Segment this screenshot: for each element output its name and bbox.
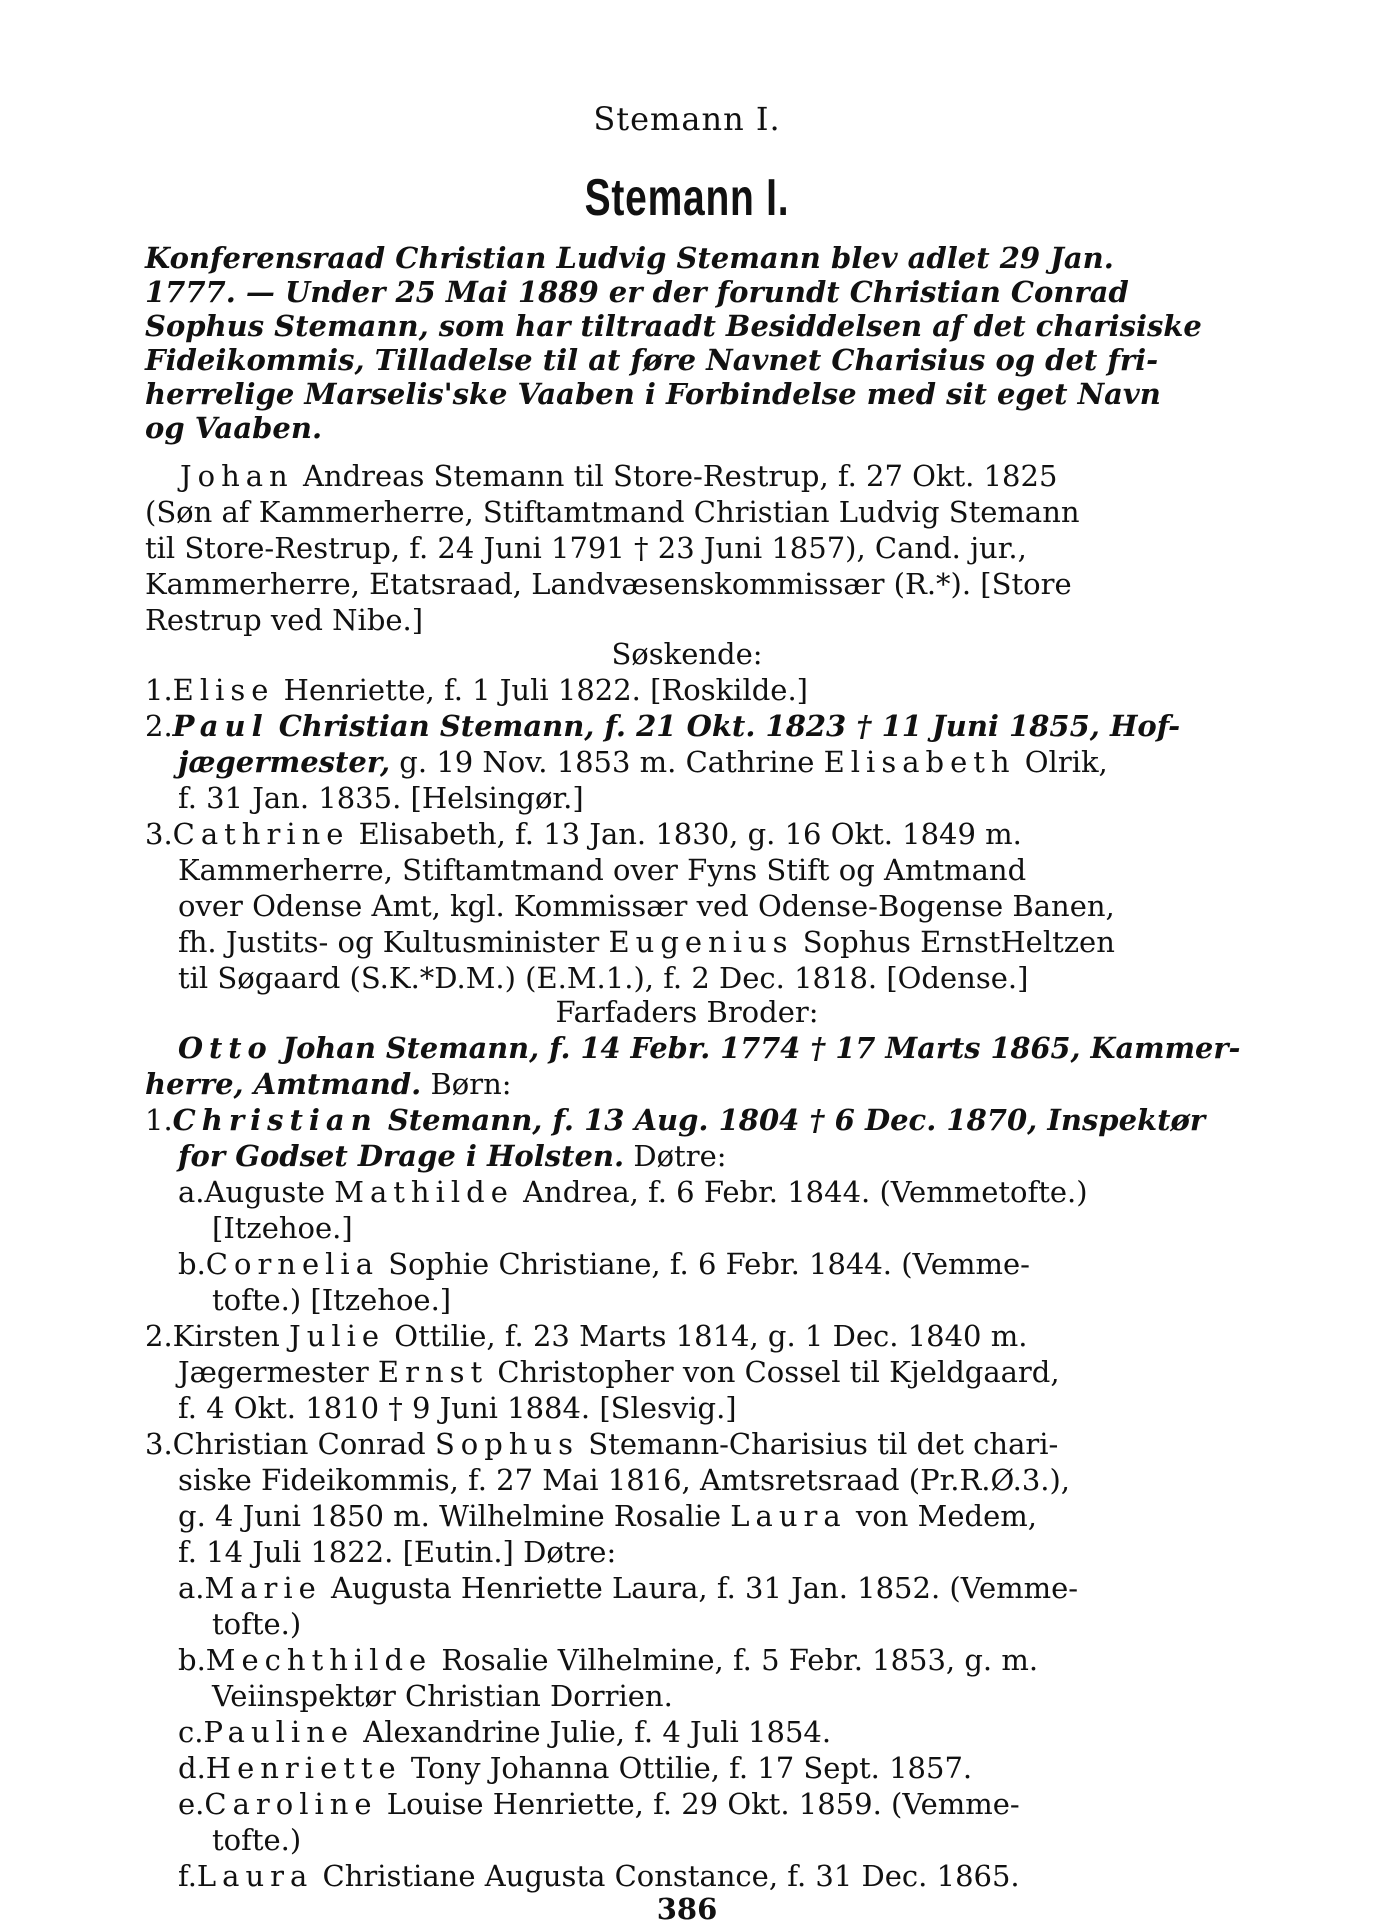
child-line: tofte.) [Itzehoe.] [212, 1283, 452, 1317]
intro-line: herrelige Marselis'ske Vaaben i Forbindelse med sit eget Navn [145, 377, 1161, 411]
intro-line: Sophus Stemann, som har tiltraadt Besiddelsen af det charisiske [145, 309, 1202, 343]
child-line: 3.Christian Conrad Sophus Stemann-Charisius til det chari- [145, 1427, 1059, 1461]
sibling-line: 3.Cathrine Elisabeth, f. 13 Jan. 1830, g. 16 Okt. 1849 m. [145, 817, 1022, 851]
child-line: siske Fideikommis, f. 27 Mai 1816, Amtsretsraad (Pr.R.Ø.3.), [178, 1463, 1071, 1497]
child-line: e.Caroline Louise Henriette, f. 29 Okt. 1859. (Vemme- [178, 1787, 1020, 1821]
child-line: b.Mechthilde Rosalie Vilhelmine, f. 5 Febr. 1853, g. m. [178, 1643, 1039, 1677]
running-head: Stemann I. [593, 100, 781, 138]
sibling-line: fh. Justits- og Kultusminister Eugenius Sophus ErnstHeltzen [178, 925, 1115, 959]
main-entry-line: Johan Andreas Stemann til Store-Restrup, f. 27 Okt. 1825 [180, 459, 1058, 493]
child-line: Jægermester Ernst Christopher von Cossel til Kjeldgaard, [178, 1355, 1060, 1389]
main-entry-line: Restrup ved Nibe.] [145, 603, 424, 637]
sibling-line: over Odense Amt, kgl. Kommissær ved Odense-Bogense Banen, [178, 889, 1115, 923]
child-line: a.Marie Augusta Henriette Laura, f. 31 Jan. 1852. (Vemme- [178, 1571, 1079, 1605]
child-line: d.Henriette Tony Johanna Ottilie, f. 17 Sept. 1857. [178, 1751, 973, 1785]
child-line: b.Cornelia Sophie Christiane, f. 6 Febr. 1844. (Vemme- [178, 1247, 1030, 1281]
uncle-line: herre, Amtmand. Børn: [145, 1067, 512, 1101]
section-heading: Farfaders Broder: [555, 995, 819, 1029]
sibling-line: Kammerherre, Stiftamtmand over Fyns Stift og Amtmand [178, 853, 1027, 887]
uncle-line: Otto Johan Stemann, f. 14 Febr. 1774 † 17 Marts 1865, Kammer- [178, 1031, 1241, 1065]
child-line: 1.Christian Stemann, f. 13 Aug. 1804 † 6 Dec. 1870, Inspektør [145, 1103, 1206, 1137]
child-line: for Godset Drage i Holsten. Døtre: [178, 1139, 727, 1173]
child-line: 2.Kirsten Julie Ottilie, f. 23 Marts 1814, g. 1 Dec. 1840 m. [145, 1319, 1028, 1353]
child-line: f. 14 Juli 1822. [Eutin.] Døtre: [178, 1535, 617, 1569]
intro-line: og Vaaben. [145, 411, 323, 445]
child-line: tofte.) [212, 1607, 302, 1641]
sibling-line: til Søgaard (S.K.*D.M.) (E.M.1.), f. 2 Dec. 1818. [Odense.] [178, 961, 1029, 995]
main-entry-line: Kammerherre, Etatsraad, Landvæsenskommissær (R.*). [Store [145, 567, 1072, 601]
page-title: Stemann I. [584, 169, 790, 227]
child-line: f. 4 Okt. 1810 † 9 Juni 1884. [Slesvig.] [178, 1391, 737, 1425]
page-number: 386 [656, 1892, 718, 1926]
child-line: g. 4 Juni 1850 m. Wilhelmine Rosalie Laura von Medem, [178, 1499, 1037, 1533]
sibling-line: 2.Paul Christian Stemann, f. 21 Okt. 1823 † 11 Juni 1855, Hof- [145, 709, 1181, 743]
child-line: a.Auguste Mathilde Andrea, f. 6 Febr. 1844. (Vemmetofte.) [178, 1175, 1088, 1209]
intro-line: Fideikommis, Tilladelse til at føre Navnet Charisius og det fri- [145, 343, 1159, 377]
child-line: tofte.) [212, 1823, 302, 1857]
child-line: Veiinspektør Christian Dorrien. [212, 1679, 673, 1713]
sibling-line: jægermester, g. 19 Nov. 1853 m. Cathrine Elisabeth Olrik, [178, 745, 1108, 779]
child-line: f.Laura Christiane Augusta Constance, f. 31 Dec. 1865. [178, 1859, 1020, 1893]
child-line: c.Pauline Alexandrine Julie, f. 4 Juli 1854. [178, 1715, 832, 1749]
main-entry-line: (Søn af Kammerherre, Stiftamtmand Christian Ludvig Stemann [145, 495, 1080, 529]
main-entry-line: til Store-Restrup, f. 24 Juni 1791 † 23 Juni 1857), Cand. jur., [145, 531, 1027, 565]
intro-line: Konferensraad Christian Ludvig Stemann blev adlet 29 Jan. [145, 241, 1114, 275]
child-line: [Itzehoe.] [212, 1211, 353, 1245]
intro-line: 1777. — Under 25 Mai 1889 er der forundt Christian Conrad [145, 275, 1129, 309]
sibling-line: 1.Elise Henriette, f. 1 Juli 1822. [Roskilde.] [145, 673, 808, 707]
section-heading: Søskende: [611, 637, 763, 671]
sibling-line: f. 31 Jan. 1835. [Helsingør.] [178, 781, 584, 815]
